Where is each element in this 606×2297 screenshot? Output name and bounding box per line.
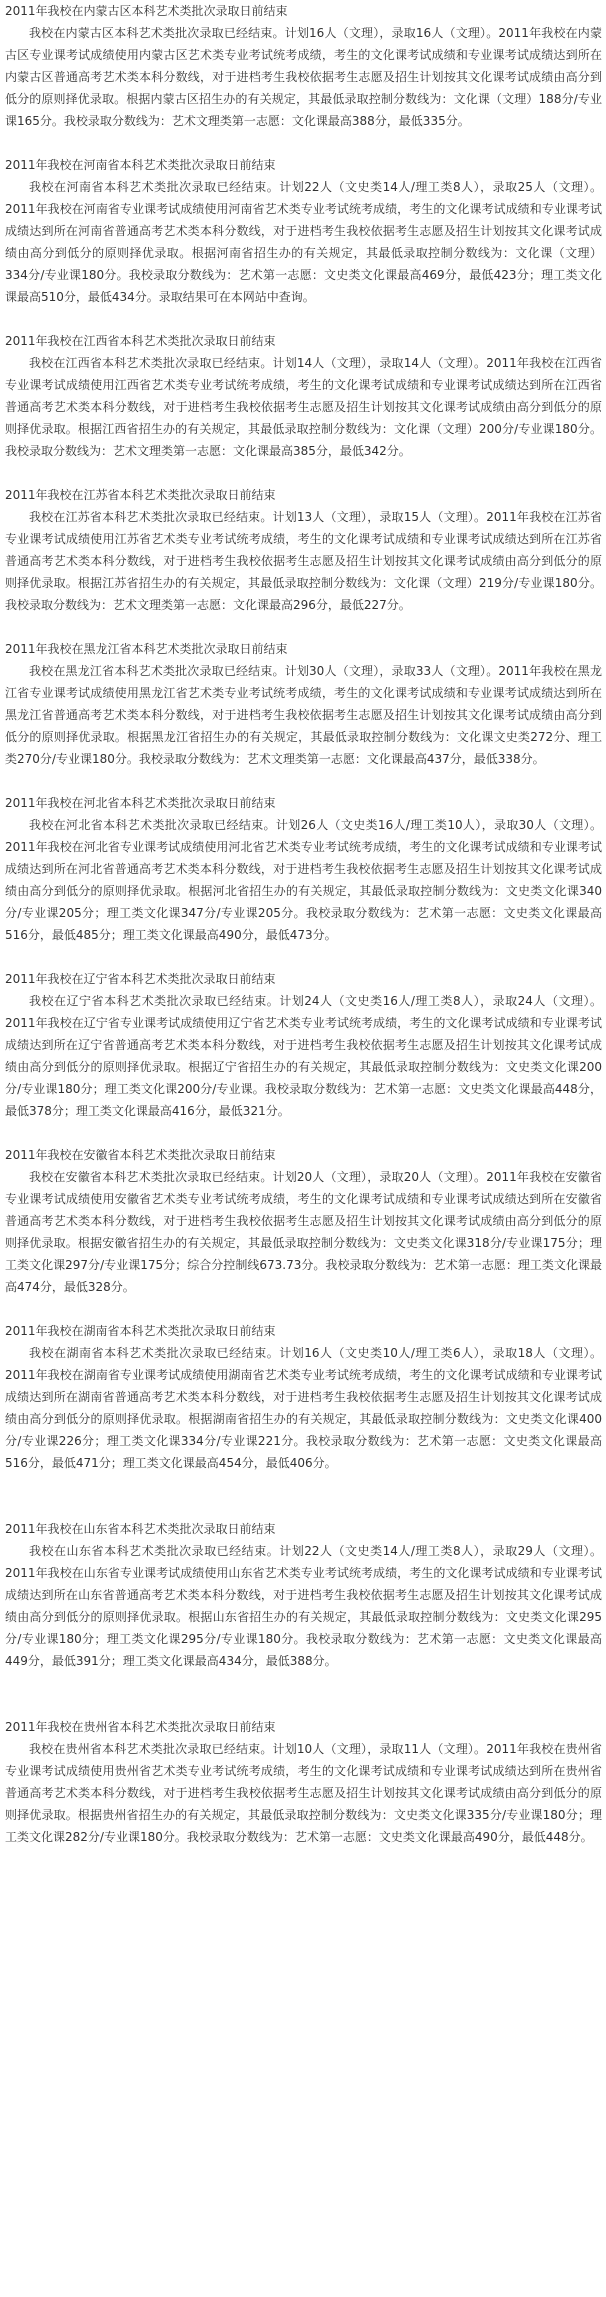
notice-title: 2011年我校在河北省本科艺术类批次录取日前结束 <box>5 796 276 810</box>
notice-hunan <box>5 1320 602 1474</box>
notice-body: 我校在湖南省本科艺术类批次录取已经结束。计划16人（文史类10人/理工类6人），录取18人（文理）。2011年我校在湖南省专业课考试成绩使用湖南省艺术类专业考试统考成绩，考生的文化课考试成绩和专业课考试成绩达到所在湖南省普通高考艺术类本科分数线，对于进档考生我校依据考生志愿及招生计划按其文化课考试成绩由高分到低分的原则择优录取。根据湖南省招生办的有关规定，其最低录取控制分数线为：文史类文化课400分/专业课226分；理工类文化课334分/专业课221分。我校录取分数线为：艺术第一志愿：文史类文化课最高516分，最低471分；理工类文化课最高454分，最低406分。 <box>5 1346 602 1470</box>
notice-title: 2011年我校在江西省本科艺术类批次录取日前结束 <box>5 334 276 348</box>
spacer <box>5 1122 602 1144</box>
notice-body: 我校在贵州省本科艺术类批次录取已经结束。计划10人（文理），录取11人（文理）。2011年我校在贵州省专业课考试成绩使用贵州省艺术类专业考试统考成绩，考生的文化课考试成绩和专业课考试成绩达到所在贵州省普通高考艺术类本科分数线，对于进档考生我校依据考生志愿及招生计划按其文化课考试成绩由高分到低分的原则择优录取。根据贵州省招生办的有关规定，其最低录取控制分数线为：文史类文化课335分/专业课180分；理工类文化课282分/专业课180分。我校录取分数线为：艺术第一志愿：文史类文化课最高490分，最低448分。 <box>5 1742 602 1844</box>
spacer <box>5 616 602 638</box>
notice-title: 2011年我校在湖南省本科艺术类批次录取日前结束 <box>5 1324 276 1338</box>
spacer <box>5 462 602 484</box>
notice-title: 2011年我校在安徽省本科艺术类批次录取日前结束 <box>5 1148 276 1162</box>
notice-liaoning <box>5 968 602 1122</box>
notice-body: 我校在山东省本科艺术类批次录取已经结束。计划22人（文史类14人/理工类8人），录取29人（文理）。2011年我校在山东省专业课考试成绩使用山东省艺术类专业考试统考成绩，考生的文化课考试成绩和专业课考试成绩达到所在山东省普通高考艺术类本科分数线，对于进档考生我校依据考生志愿及招生计划按其文化课考试成绩由高分到低分的原则择优录取。根据山东省招生办的有关规定，其最低录取控制分数线为：文史类文化课295分/专业课180分；理工类文化课295分/专业课180分。我校录取分数线为：艺术第一志愿：文史类文化课最高449分，最低391分；理工类文化课最高434分，最低388分。 <box>5 1544 602 1668</box>
notice-guizhou <box>5 1716 602 1848</box>
notice-title: 2011年我校在内蒙古区本科艺术类批次录取日前结束 <box>5 4 288 18</box>
notice-body: 我校在河北省本科艺术类批次录取已经结束。计划26人（文史类16人/理工类10人），录取30人（文理）。2011年我校在河北省专业课考试成绩使用河北省艺术类专业考试统考成绩，考生的文化课考试成绩和专业课考试成绩达到所在河北省普通高考艺术类本科分数线，对于进档考生我校依据考生志愿及招生计划按其文化课考试成绩由高分到低分的原则择优录取。根据河北省招生办的有关规定，其最低录取控制分数线为：文史类文化课340分/专业课205分；理工类文化课347分/专业课205分。我校录取分数线为：艺术第一志愿：文史类文化课最高516分，最低485分；理工类文化课最高490分，最低473分。 <box>5 818 602 942</box>
spacer <box>5 770 602 792</box>
spacer <box>5 1298 602 1320</box>
notice-anhui <box>5 1144 602 1298</box>
notice-hebei <box>5 792 602 946</box>
notice-title: 2011年我校在河南省本科艺术类批次录取日前结束 <box>5 158 276 172</box>
notice-shandong <box>5 1518 602 1672</box>
notice-inner-mongolia <box>5 0 602 132</box>
spacer <box>5 132 602 154</box>
notice-title: 2011年我校在贵州省本科艺术类批次录取日前结束 <box>5 1720 276 1734</box>
spacer <box>5 1672 602 1716</box>
notice-body: 我校在内蒙古区本科艺术类批次录取已经结束。计划16人（文理），录取16人（文理）。2011年我校在内蒙古区专业课考试成绩使用内蒙古区艺术类专业考试统考成绩，考生的文化课考试成绩和专业课考试成绩达到所在内蒙古区普通高考艺术类本科分数线，对于进档考生我校依据考生志愿及招生计划按其文化课考试成绩由高分到低分的原则择优录取。根据内蒙古区招生办的有关规定，其最低录取控制分数线为：文化课（文理）188分/专业课165分。我校录取分数线为：艺术文理类第一志愿：文化课最高388分，最低335分。 <box>5 26 602 128</box>
spacer <box>5 946 602 968</box>
notice-title: 2011年我校在江苏省本科艺术类批次录取日前结束 <box>5 488 276 502</box>
notice-body: 我校在安徽省本科艺术类批次录取已经结束。计划20人（文理），录取20人（文理）。2011年我校在安徽省专业课考试成绩使用安徽省艺术类专业考试统考成绩，考生的文化课考试成绩和专业课考试成绩达到所在安徽省普通高考艺术类本科分数线，对于进档考生我校依据考生志愿及招生计划按其文化课考试成绩由高分到低分的原则择优录取。根据安徽省招生办的有关规定，其最低录取控制分数线为：文史类文化课318分/专业课175分；理工类文化课297分/专业课175分；综合分控制线673.73分。我校录取分数线为：艺术第一志愿：理工类文化课最高474分，最低328分。 <box>5 1170 602 1294</box>
notice-heilongjiang <box>5 638 602 770</box>
notice-jiangxi <box>5 330 602 462</box>
spacer <box>5 1474 602 1518</box>
notice-title: 2011年我校在辽宁省本科艺术类批次录取日前结束 <box>5 972 276 986</box>
notice-body: 我校在辽宁省本科艺术类批次录取已经结束。计划24人（文史类16人/理工类8人），录取24人（文理）。2011年我校在辽宁省专业课考试成绩使用辽宁省艺术类专业考试统考成绩，考生的文化课考试成绩和专业课考试成绩达到所在辽宁省普通高考艺术类本科分数线，对于进档考生我校依据考生志愿及招生计划按其文化课考试成绩由高分到低分的原则择优录取。根据辽宁省招生办的有关规定，其最低录取控制分数线为：文史类文化课200分/专业课180分；理工类文化课200分/专业课。我校录取分数线为：艺术第一志愿：文史类文化课最高448分，最低378分；理工类文化课最高416分，最低321分。 <box>5 994 602 1118</box>
notice-title: 2011年我校在山东省本科艺术类批次录取日前结束 <box>5 1522 276 1536</box>
notice-title: 2011年我校在黑龙江省本科艺术类批次录取日前结束 <box>5 642 288 656</box>
spacer <box>5 308 602 330</box>
notice-body: 我校在江西省本科艺术类批次录取已经结束。计划14人（文理），录取14人（文理）。2011年我校在江西省专业课考试成绩使用江西省艺术类专业考试统考成绩，考生的文化课考试成绩和专业课考试成绩达到所在江西省普通高考艺术类本科分数线，对于进档考生我校依据考生志愿及招生计划按其文化课考试成绩由高分到低分的原则择优录取。根据江西省招生办的有关规定，其最低录取控制分数线为：文化课（文理）200分/专业课180分。我校录取分数线为：艺术文理类第一志愿：文化课最高385分，最低342分。 <box>5 356 602 458</box>
notice-body: 我校在河南省本科艺术类批次录取已经结束。计划22人（文史类14人/理工类8人），录取25人（文理）。2011年我校在河南省专业课考试成绩使用河南省艺术类专业考试统考成绩，考生的文化课考试成绩和专业课考试成绩达到所在河南省普通高考艺术类本科分数线，对于进档考生我校依据考生志愿及招生计划按其文化课考试成绩由高分到低分的原则择优录取。根据河南省招生办的有关规定，其最低录取控制分数线为：文化课（文理）334分/专业课180分。我校录取分数线为：艺术第一志愿：文史类文化课最高469分，最低423分；理工类文化课最高510分，最低434分。录取结果可在本网站中查询。 <box>5 180 602 304</box>
notice-jiangsu <box>5 484 602 616</box>
notice-henan <box>5 154 602 308</box>
notice-body: 我校在黑龙江省本科艺术类批次录取已经结束。计划30人（文理），录取33人（文理）。2011年我校在黑龙江省专业课考试成绩使用黑龙江省艺术类专业考试统考成绩，考生的文化课考试成绩和专业课考试成绩达到所在黑龙江省普通高考艺术类本科分数线，对于进档考生我校依据考生志愿及招生计划按其文化课考试成绩由高分到低分的原则择优录取。根据黑龙江省招生办的有关规定，其最低录取控制分数线为：文化课文史类272分、理工类270分/专业课180分。我校录取分数线为：艺术文理类第一志愿：文化课最高437分，最低338分。 <box>5 664 602 766</box>
notice-body: 我校在江苏省本科艺术类批次录取已经结束。计划13人（文理），录取15人（文理）。2011年我校在江苏省专业课考试成绩使用江苏省艺术类专业考试统考成绩，考生的文化课考试成绩和专业课考试成绩达到所在江苏省普通高考艺术类本科分数线，对于进档考生我校依据考生志愿及招生计划按其文化课考试成绩由高分到低分的原则择优录取。根据江苏省招生办的有关规定，其最低录取控制分数线为：文化课（文理）219分/专业课180分。我校录取分数线为：艺术文理类第一志愿：文化课最高296分，最低227分。 <box>5 510 602 612</box>
